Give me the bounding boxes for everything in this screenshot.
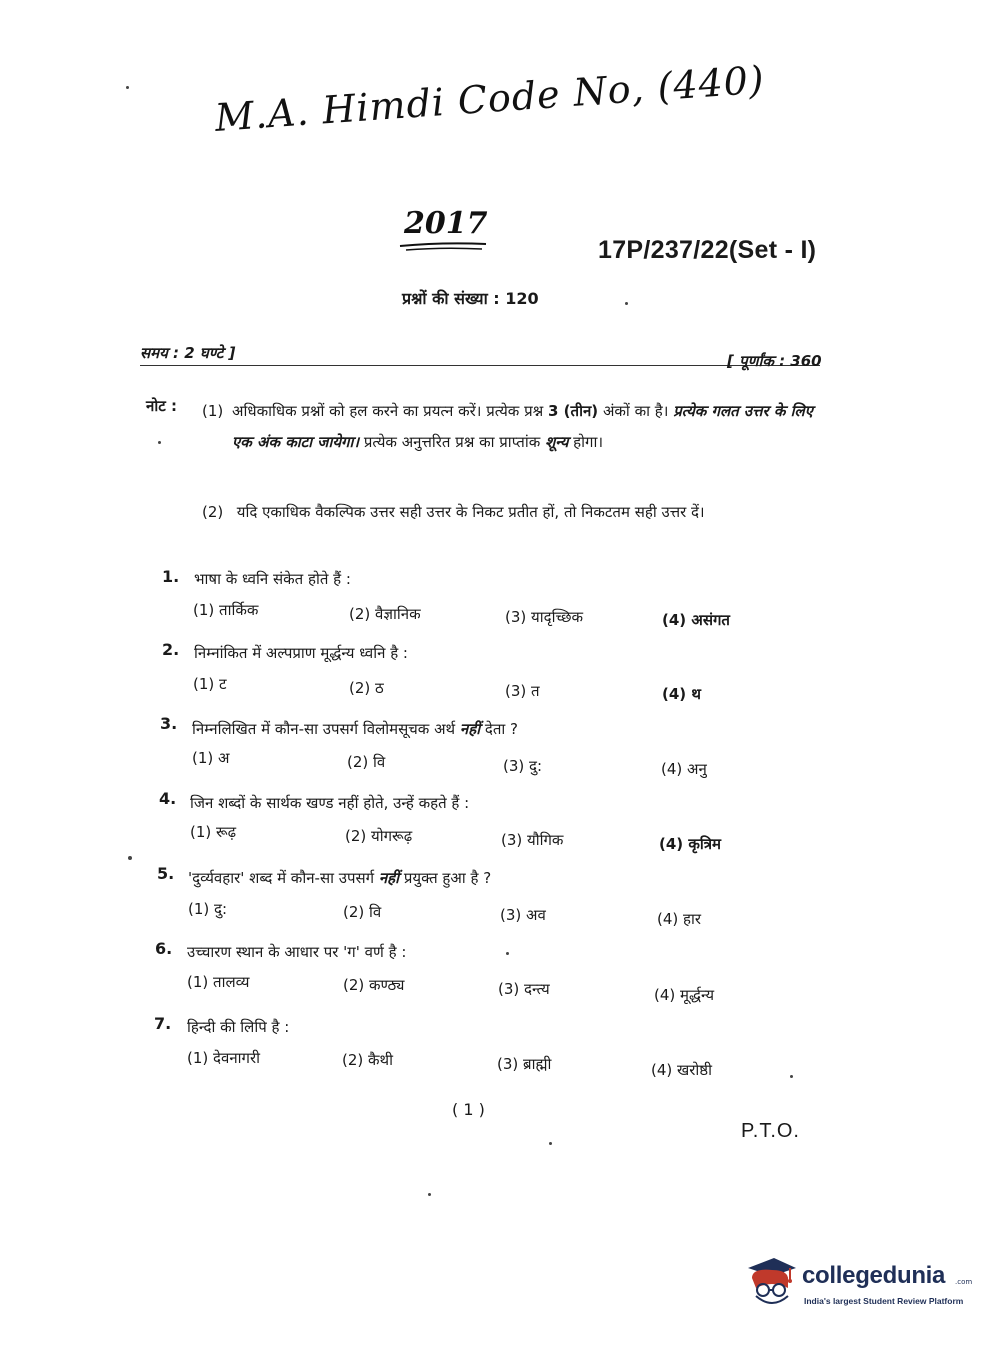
question-7-option-2: (2) कैथी — [342, 1051, 394, 1069]
note-1-body — [232, 396, 824, 458]
question-1-text: भाषा के ध्वनि संकेत होते हैं : — [194, 570, 351, 588]
scan-speck — [128, 856, 132, 860]
question-3-number: 3. — [160, 714, 178, 733]
question-3-option-4: (4) अनु — [661, 760, 707, 778]
logo-dotcom: .com — [955, 1278, 973, 1286]
question-6-option-3: (3) दन्त्य — [498, 980, 550, 998]
question-4-option-3: (3) यौगिक — [501, 831, 564, 849]
question-3-text-b: देता ? — [484, 720, 519, 738]
note-1-text-d: होगा। — [573, 433, 604, 451]
header-divider — [140, 365, 820, 366]
question-7-option-4: (4) खरोष्ठी — [651, 1061, 713, 1079]
question-4-number: 4. — [159, 789, 177, 808]
scan-speck — [625, 302, 628, 305]
question-5-option-2: (2) वि — [343, 903, 382, 921]
question-5-option-3: (3) अव — [500, 906, 546, 924]
question-2-option-2: (2) ठ — [349, 679, 384, 697]
question-4-option-4: (4) कृत्रिम — [659, 835, 722, 853]
question-6-option-4: (4) मूर्द्धन्य — [654, 986, 715, 1004]
scan-speck — [790, 1075, 793, 1078]
question-2-option-1: (1) ट — [193, 675, 227, 693]
question-3-option-3: (3) दु: — [503, 757, 543, 775]
page-number: ( 1 ) — [452, 1100, 485, 1119]
question-1-option-4: (4) असंगत — [662, 611, 730, 629]
question-5-option-1: (1) दु: — [188, 900, 228, 918]
note-1-text-a: अधिकाधिक प्रश्नों को हल करने का प्रयत्न करें। प्रत्येक प्रश्न — [232, 402, 544, 420]
question-6-option-1: (1) तालव्य — [187, 973, 250, 991]
note-1-zero: शून्य — [545, 433, 569, 451]
question-7-number: 7. — [154, 1014, 172, 1033]
question-7-text: हिन्दी की लिपि है : — [187, 1018, 290, 1036]
question-4-text: जिन शब्दों के सार्थक खण्ड नहीं होते, उन्हें कहते हैं : — [190, 794, 470, 812]
question-2-text: निम्नांकित में अल्पप्राण मूर्द्धन्य ध्वनि है : — [194, 644, 408, 662]
scan-speck — [158, 441, 161, 444]
handwritten-year: 2017 — [404, 206, 488, 241]
note-1-number: (1) — [202, 402, 224, 420]
question-1-option-1: (1) तार्किक — [193, 601, 259, 619]
note-2-number: (2) — [202, 503, 224, 521]
note-1 — [202, 396, 824, 451]
question-3-text-bold: नहीं — [459, 720, 481, 738]
question-4-option-2: (2) योगरूढ़ — [345, 827, 413, 845]
question-3-option-2: (2) वि — [347, 753, 386, 771]
question-1-number: 1. — [162, 567, 180, 586]
note-1-three: 3 (तीन) — [548, 402, 599, 420]
question-5-option-4: (4) हार — [657, 910, 702, 928]
scan-speck — [506, 952, 509, 955]
note-2-text: यदि एकाधिक वैकल्पिक उत्तर सही उत्तर के निकट प्रतीत हों, तो निकटतम सही उत्तर दें। — [236, 503, 705, 521]
question-1-option-3: (3) यादृच्छिक — [505, 608, 584, 626]
scan-speck — [549, 1142, 552, 1145]
question-6-option-2: (2) कण्ठ्य — [343, 976, 405, 994]
year-underline — [398, 240, 488, 252]
question-5-text — [188, 868, 491, 888]
question-2-option-3: (3) त — [505, 682, 540, 700]
handwritten-title: M.A. Himdi Code No, (440) — [213, 57, 766, 140]
question-1-option-2: (2) वैज्ञानिक — [349, 605, 421, 623]
question-7-option-1: (1) देवनागरी — [187, 1049, 260, 1067]
time-allowed: समय : 2 घण्टे ] — [140, 344, 236, 362]
question-5-text-a: 'दुर्व्यवहार' शब्द में कौन-सा उपसर्ग — [188, 869, 375, 887]
note-1-text-c: प्रत्येक अनुत्तरित प्रश्न का प्राप्तांक — [363, 433, 541, 451]
question-5-text-bold: नहीं — [378, 869, 400, 887]
question-2-number: 2. — [162, 640, 180, 659]
question-3-text-a: निम्नलिखित में कौन-सा उपसर्ग विलोमसूचक अर्थ — [192, 720, 456, 738]
note-label: नोट : — [146, 397, 177, 415]
max-marks: [ पूर्णांक : 360 — [727, 352, 822, 370]
mascot-icon — [744, 1254, 800, 1310]
note-2 — [202, 497, 824, 528]
logo-wordmark: collegedunia — [802, 1262, 946, 1289]
question-6-text: उच्चारण स्थान के आधार पर 'ग' वर्ण है : — [187, 943, 407, 961]
scan-speck — [126, 86, 129, 89]
note-1-text-b: अंकों का है। — [602, 402, 669, 420]
scan-speck — [428, 1193, 431, 1196]
question-3-option-1: (1) अ — [192, 749, 230, 767]
please-turn-over: P.T.O. — [741, 1120, 800, 1142]
question-5-text-b: प्रयुक्त हुआ है ? — [403, 869, 492, 887]
logo-tagline: India's largest Student Review Platform — [804, 1296, 964, 1306]
question-7-option-3: (3) ब्राह्मी — [497, 1055, 552, 1073]
question-2-option-4: (4) थ — [662, 685, 701, 703]
paper-code: 17P/237/22(Set - I) — [598, 236, 817, 264]
question-3-text — [192, 719, 518, 739]
note-1-penalty: प्रत्येक गलत उत्तर के लिए एक अंक काटा जायेगा। — [232, 402, 813, 451]
question-6-number: 6. — [155, 939, 173, 958]
question-5-number: 5. — [157, 864, 175, 883]
question-count: प्रश्नों की संख्या : 120 — [402, 289, 539, 308]
question-4-option-1: (1) रूढ़ — [190, 823, 237, 841]
